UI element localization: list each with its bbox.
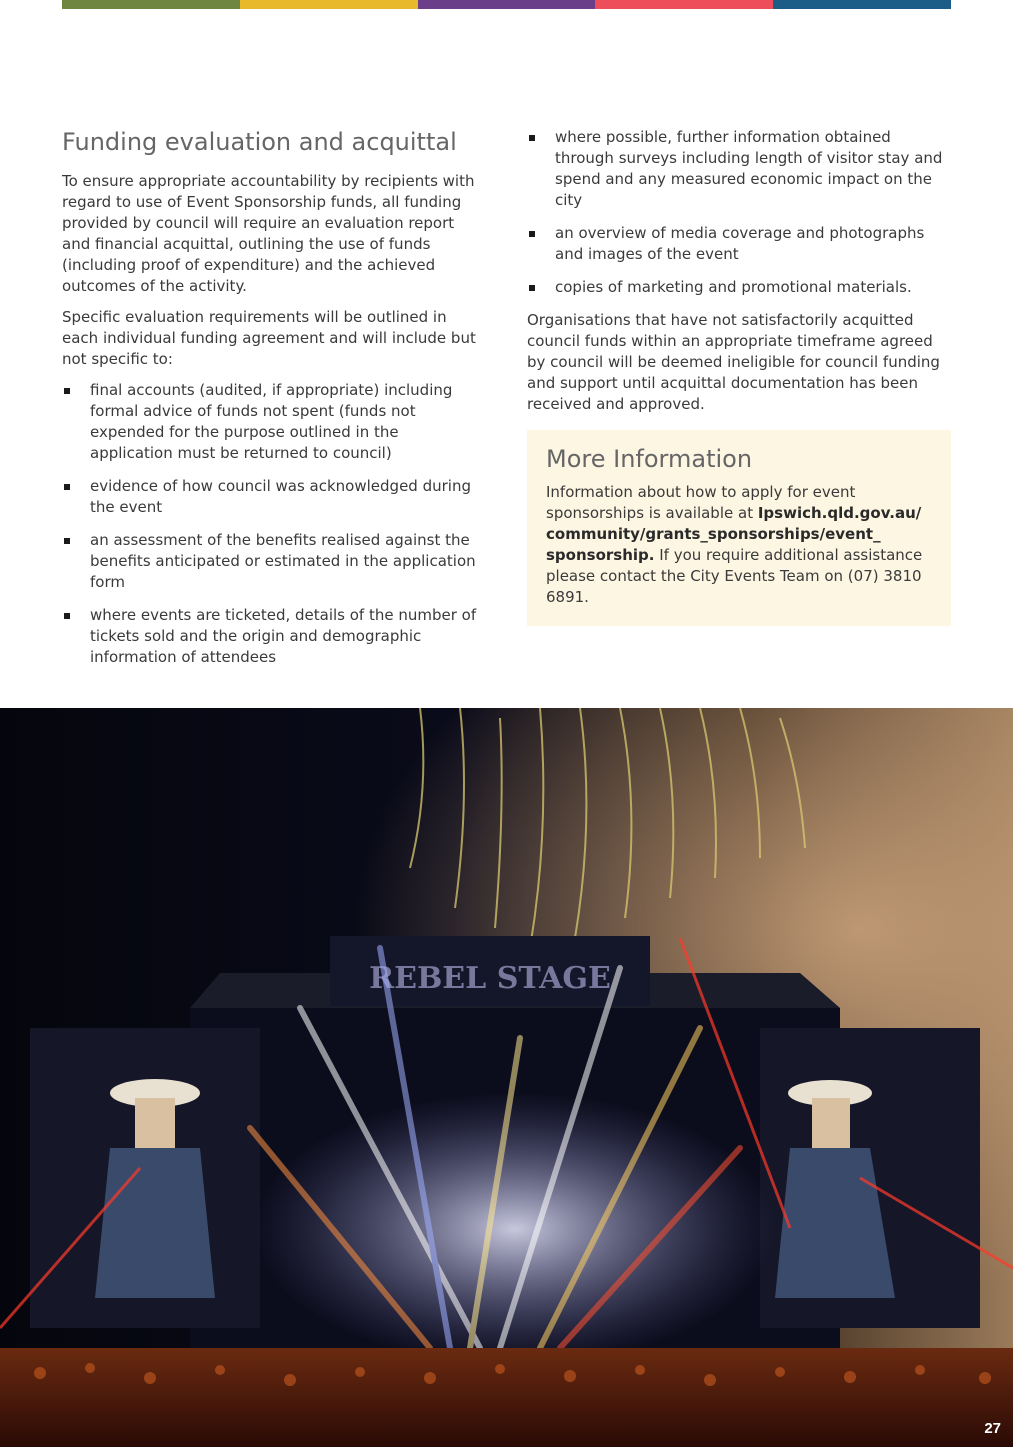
left-column	[62, 127, 482, 680]
bullet-icon	[64, 613, 70, 619]
bullet-icon	[64, 484, 70, 490]
bullet-icon	[64, 538, 70, 544]
list-item: evidence of how council was acknowledged during the event	[62, 476, 482, 518]
page-number: 27	[984, 1420, 1001, 1437]
list-item: an overview of media coverage and photographs and images of the event	[527, 223, 953, 265]
color-bar-segment-yellow	[240, 0, 418, 9]
color-bar-segment-blue	[773, 0, 951, 9]
requirements-list	[62, 380, 482, 668]
list-item: where events are ticketed, details of the number of tickets sold and the origin and demographic information of attendees	[62, 605, 482, 668]
requirements-list-continued	[527, 127, 953, 298]
bullet-icon	[64, 388, 70, 394]
section-heading: Funding evaluation and acquittal	[62, 128, 457, 156]
intro-paragraph: To ensure appropriate accountability by recipients with regard to use of Event Sponsorship funds, all funding provided by council will require an evaluation report and financial acquittal, outlining the use of funds (including proof of expenditure) and the achieved outcomes of the activity.	[62, 172, 475, 295]
list-item: final accounts (audited, if appropriate) including formal advice of funds not spent (funds not expended for the purpose outlined in the application must be returned to council)	[62, 380, 482, 464]
list-item: where possible, further information obtained through surveys including length of visitor stay and spend and any measured economic impact on the city	[527, 127, 953, 211]
bullet-icon	[529, 285, 535, 291]
concert-stage-image	[0, 708, 1013, 1447]
ineligibility-paragraph: Organisations that have not satisfactorily acquitted council funds within an appropriate timeframe agreed by council will be deemed ineligible for council funding and support until acquittal documentation has been received and approved.	[527, 311, 940, 413]
bullet-icon	[529, 231, 535, 237]
list-item: copies of marketing and promotional materials.	[527, 277, 953, 298]
right-column	[527, 127, 953, 425]
more-information-heading: More Information	[546, 445, 753, 473]
concert-photo	[0, 708, 1013, 1447]
top-color-bar	[62, 0, 951, 9]
color-bar-segment-red	[595, 0, 773, 9]
more-information-text: Information about how to apply for event sponsorships is available at Ipswich.qld.gov.au/ community/grants_sponsorships/event_ sponsorship. If you require additional assistance please contact the City Events Team on (07) 3810 6891.	[546, 483, 923, 606]
list-item: an assessment of the benefits realised against the benefits anticipated or estimated in the application form	[62, 530, 482, 593]
website-link[interactable]: Ipswich.qld.gov.au/ community/grants_sponsorships/event_ sponsorship.	[546, 504, 922, 564]
bullet-icon	[529, 135, 535, 141]
color-bar-segment-green	[62, 0, 240, 9]
stage-sign: REBEL STAGE	[369, 961, 611, 996]
color-bar-segment-purple	[418, 0, 596, 9]
more-information-box	[527, 430, 951, 626]
requirements-paragraph: Specific evaluation requirements will be outlined in each individual funding agreement and will include but not specific to:	[62, 308, 476, 368]
